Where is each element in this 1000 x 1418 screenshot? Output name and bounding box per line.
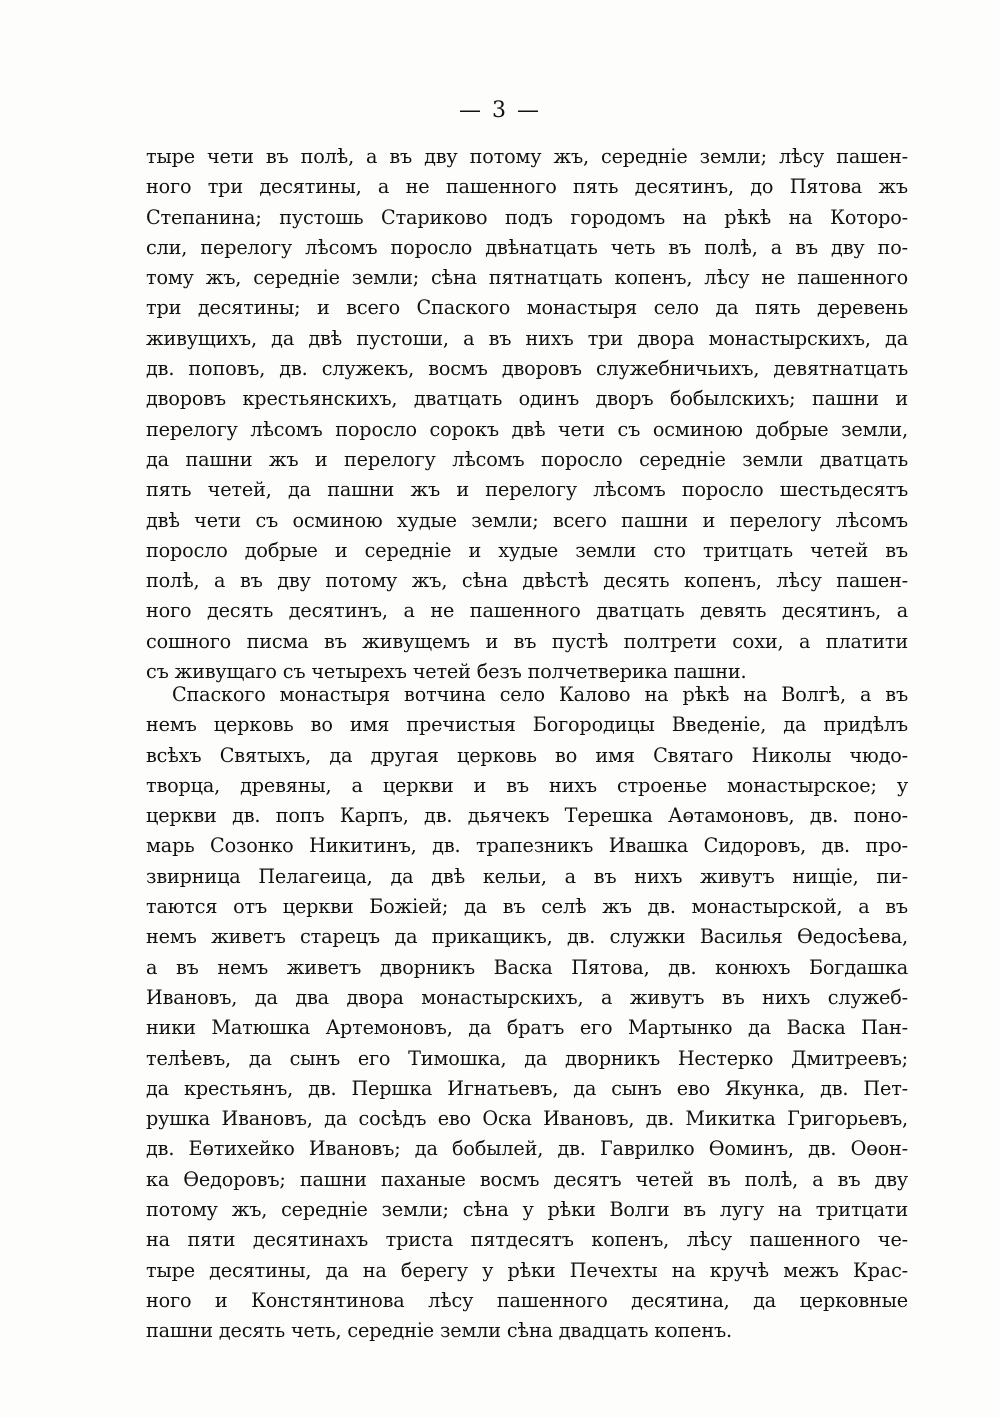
text-line: живущихъ, да двѣ пустоши, а въ нихъ три двора монастырскихъ, да <box>146 326 908 350</box>
paragraph-2 <box>146 680 908 1347</box>
text-line: творца, древяны, а церкви и въ нихъ строенье монастырское; у <box>146 773 908 797</box>
text-line: рушка Ивановъ, да сосѣдъ ево Оска Ивановъ, дв. Микитка Григорьевъ, <box>146 1107 908 1131</box>
text-line: телѣевъ, да сынъ его Тимошка, да дворникъ Нестерко Дмитреевъ; <box>146 1046 908 1070</box>
text-line: тыре десятины, да на берегу у рѣки Печехты на кручѣ межъ Крас- <box>146 1258 908 1282</box>
text-line: дв. поповъ, дв. служекъ, восмъ дворовъ служебничьихъ, девятнатцать <box>146 357 908 381</box>
text-line: да пашни жъ и перелогу лѣсомъ поросло середніе земли дватцать <box>146 447 908 471</box>
text-line: ка Өедоровъ; пашни паханые восмъ десятъ четей въ полѣ, а въ дву <box>146 1167 908 1191</box>
text-line: ного три десятины, а не пашенного пять десятинъ, до Пятова жъ <box>146 175 908 199</box>
text-line: дв. Еөтихейко Ивановъ; да бобылей, дв. Гаврилко Өоминъ, дв. Оөон- <box>146 1137 908 1161</box>
text-line: полѣ, а въ дву потому жъ, сѣна двѣстѣ десять копенъ, лѣсу пашен- <box>146 569 908 593</box>
text-line: церкви дв. попъ Карпъ, дв. дьячекъ Терешка Аөтамоновъ, дв. поно- <box>146 804 908 828</box>
text-line: ного и Констянтинова лѣсу пашенного десятина, да церковные <box>146 1288 908 1312</box>
text-line: ники Матюшка Артемоновъ, да братъ его Мартынко да Васка Пан- <box>146 1016 908 1040</box>
text-line: пашни десять четь, середніе земли сѣна двадцать копенъ. <box>146 1319 732 1343</box>
text-line: дворовъ крестьянскихъ, дватцать одинъ дворъ бобылскихъ; пашни и <box>146 387 908 411</box>
text-line: Спаского монастыря вотчина село Калово на рѣкѣ на Волгѣ, а въ <box>172 683 908 706</box>
text-line: немъ церковь во имя пречистыя Богородицы Введеніе, да придѣлъ <box>146 713 908 737</box>
text-line: да крестьянъ, дв. Першка Игнатьевъ, да сынъ ево Якунка, дв. Пет- <box>146 1076 908 1100</box>
page-number: — 3 — <box>459 98 541 123</box>
text-line: три десятины; и всего Спаского монастыря село да пять деревень <box>146 296 908 320</box>
text-line: сли, перелогу лѣсомъ поросло двѣнатцать четь въ полѣ, а въ дву по- <box>146 235 908 259</box>
paragraph-1 <box>146 142 908 687</box>
text-line: а въ немъ живетъ дворникъ Васка Пятова, дв. конюхъ Богдашка <box>146 955 908 979</box>
text-line: Ивановъ, да два двора монастырскихъ, а живутъ въ нихъ служеб- <box>146 985 908 1009</box>
text-line: ного десять десятинъ, а не пашенного дватцать девять десятинъ, а <box>146 599 908 623</box>
text-line: тыре чети въ полѣ, а въ дву потому жъ, середніе земли; лѣсу пашен- <box>146 145 908 168</box>
text-line: пять четей, да пашни жъ и перелогу лѣсомъ поросло шестьдесятъ <box>146 478 908 502</box>
text-line: марь Созонко Никитинъ, дв. трапезникъ Ивашка Сидоровъ, дв. про- <box>146 834 908 858</box>
text-line: сошного писма въ живущемъ и въ пустѣ полтрети сохи, а платити <box>146 629 908 653</box>
text-line: таются отъ церкви Божіей; да въ селѣ жъ дв. монастырской, а въ <box>146 895 908 919</box>
text-line: поросло добрые и середніе и худые земли сто тритцать четей въ <box>146 538 908 562</box>
text-line: звирница Пелагеица, да двѣ кельи, а въ нихъ живутъ нищіе, пи- <box>146 864 908 888</box>
text-line: двѣ чети съ осминою худые земли; всего пашни и перелогу лѣсомъ <box>146 508 908 532</box>
text-line: немъ живетъ старецъ да прикащикъ, дв. служки Василья Өедосѣева, <box>146 925 908 949</box>
text-line: Степанина; пустошь Стариково подъ городомъ на рѣкѣ на Которо- <box>146 205 908 229</box>
text-line: потому жъ, середніе земли; сѣна у рѣки Волги въ лугу на тритцати <box>146 1198 908 1222</box>
text-line: перелогу лѣсомъ поросло сорокъ двѣ чети съ осминою добрые земли, <box>146 417 908 441</box>
text-line: на пяти десятинахъ триста пятдесятъ копенъ, лѣсу пашенного че- <box>146 1228 908 1252</box>
text-line: всѣхъ Святыхъ, да другая церковь во имя Святаго Николы чюдо- <box>146 743 908 767</box>
text-line: тому жъ, середніе земли; сѣна пятнатцать копенъ, лѣсу не пашенного <box>146 266 908 290</box>
text-line: съ живущаго съ четырехъ четей безъ полчетверика пашни. <box>146 660 747 684</box>
